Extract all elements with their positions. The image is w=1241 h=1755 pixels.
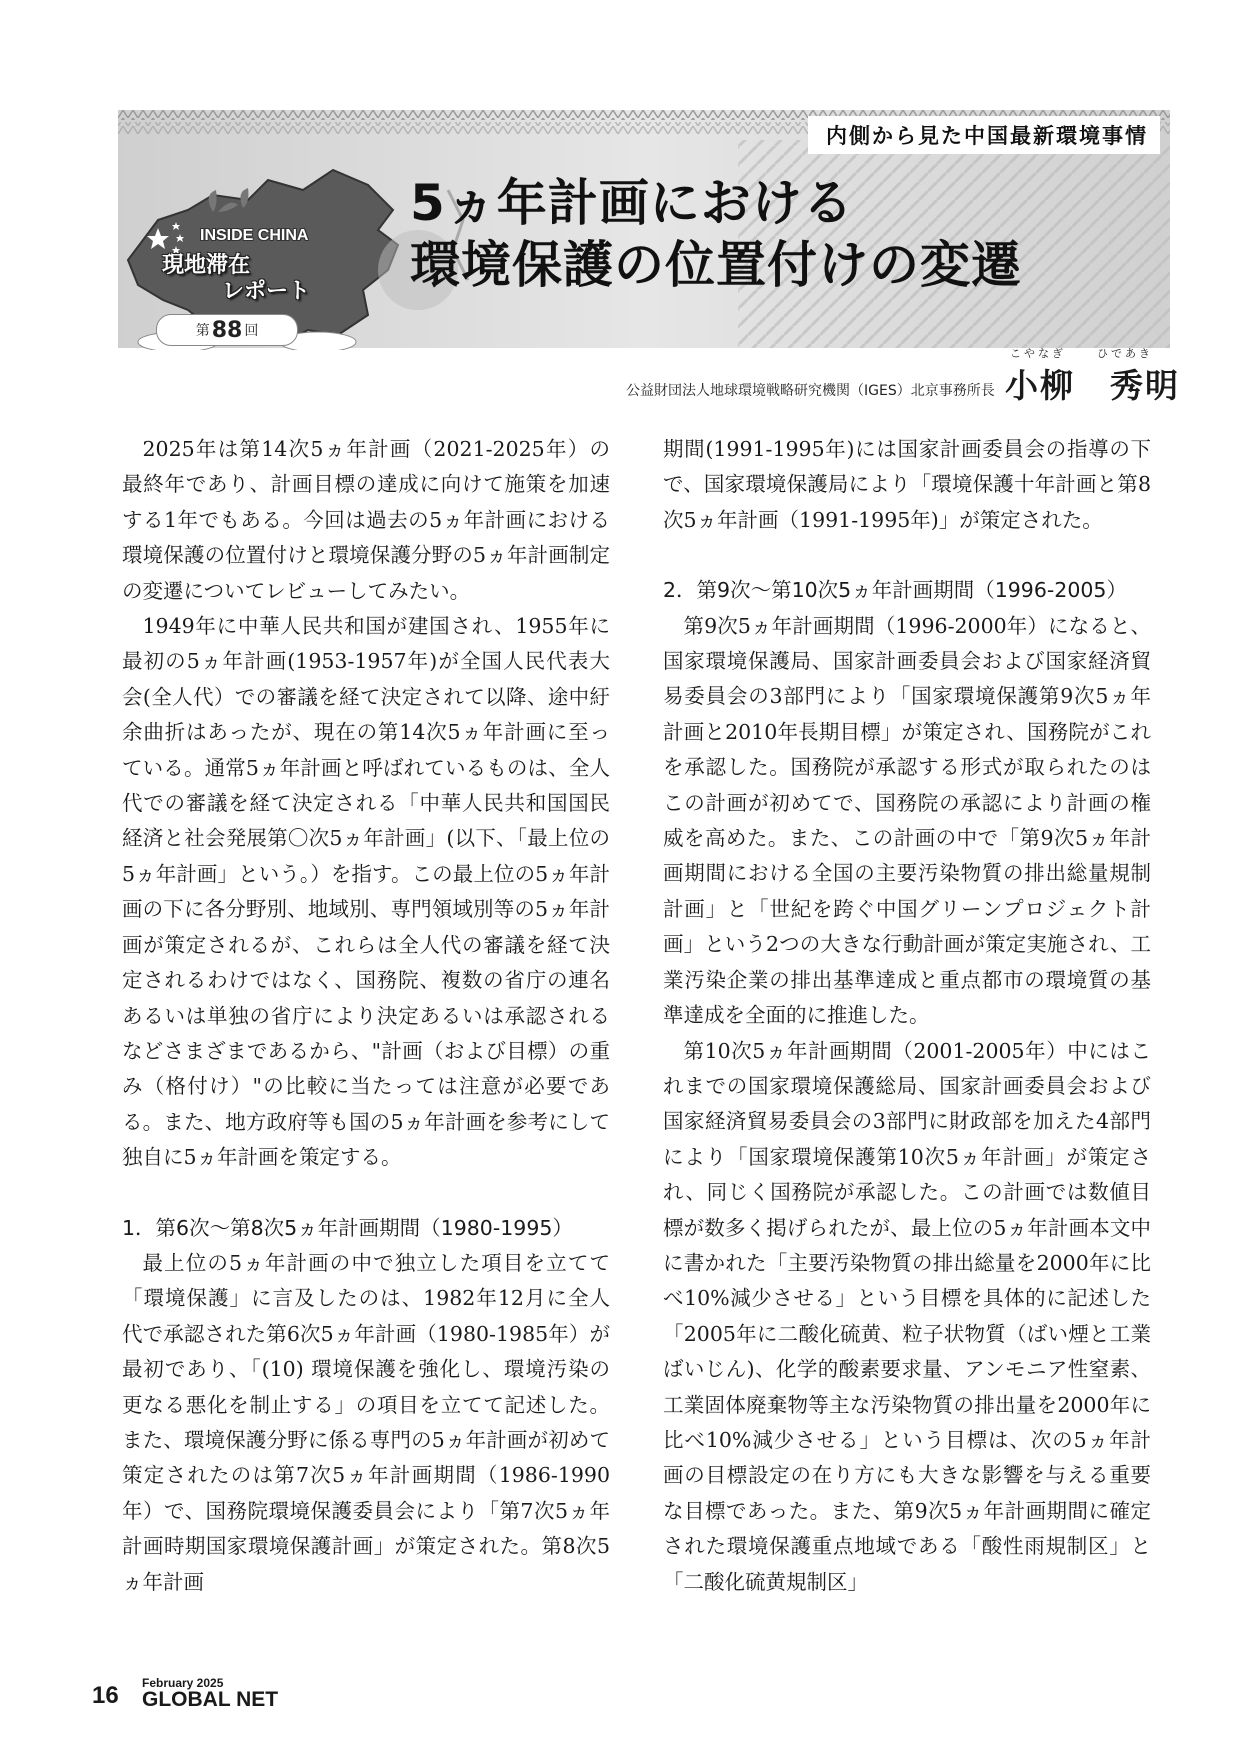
article-title-line1: 5ヵ年計画における	[410, 174, 854, 232]
body-column-left	[122, 432, 610, 1600]
author-affiliation: 公益財団法人地球環境戦略研究機関（IGES）北京事務所長	[626, 383, 995, 399]
paragraph: 最上位の5ヵ年計画の中で独立した項目を立てて「環境保護」に言及したのは、1982年12月に全人代で承認された第6次5ヵ年計画（1980-1985年）が最初であり、「(10) 環境保護を強化し、環境汚染の更なる悪化を制止する」の項目を立てて記述した。また、環境保護分野に係る専門の5ヵ年計画が初めて策定されたのは第7次5ヵ年計画期間（1986-1990年）で、国務院環境保護委員会により「第7次5ヵ年計画時期国家環境保護計画」が策定された。第8次5ヵ年計画	[122, 1250, 610, 1594]
report-badge-line1: 現地滞在	[162, 253, 251, 278]
inside-china-label: INSIDE CHINA	[200, 227, 309, 244]
body-column-right	[663, 432, 1151, 1600]
paragraph: 2025年は第14次5ヵ年計画（2021-2025年）の最終年であり、計画目標の達成に向けて施策を加速する1年でもある。今回は過去の5ヵ年計画における環境保護の位置付けと環境保護分野の5ヵ年計画制定の変遷についてレビューしてみたい。	[122, 437, 610, 603]
author-name: 小柳 秀明	[1005, 366, 1180, 405]
header-banner	[118, 110, 1170, 348]
report-badge-line2: レポート	[222, 279, 311, 304]
author-ruby-surname: こやなぎ	[1010, 347, 1066, 360]
issue-suffix: 回	[244, 323, 259, 339]
article-title	[410, 172, 1022, 296]
issue-number-badge	[156, 314, 298, 346]
issue-number: 88	[211, 317, 243, 343]
paragraph: 1949年に中華人民共和国が建国され、1955年に最初の5ヵ年計画(1953-1957年)が全国人民代表大会(全人代）での審議を経て決定されて以降、途中紆余曲折はあったが、現在の第14次5ヵ年計画に至っている。通常5ヵ年計画と呼ばれているものは、全人代での審議を経て決定される「中華人民共和国国民経済と社会発展第〇次5ヵ年計画」(以下、「最上位の5ヵ年計画」という。）を指す。この最上位の5ヵ年計画の下に各分野別、地域別、専門領域別等の5ヵ年計画が策定されるが、これらは全人代の審議を経て決定されるわけではなく、国務院、複数の省庁の連名あるいは単独の省庁により決定あるいは承認されるなどさまざまであるから、"計画（および目標）の重み（格付け）"の比較に当たっては注意が必要である。また、地方政府等も国の5ヵ年計画を参考にして独自に5ヵ年計画を策定する。	[122, 614, 611, 1170]
section-heading-2: 2．第9次～第10次5ヵ年計画期間（1996-2005）	[663, 578, 1127, 603]
page-number: 16	[92, 1682, 119, 1709]
issue-date: February 2025	[142, 1676, 224, 1690]
author-ruby-given: ひであき	[1097, 347, 1153, 360]
paragraph: 第9次5ヵ年計画期間（1996-2000年）になると、国家環境保護局、国家計画委員会および国家経済貿易委員会の3部門により「国家環境保護第9次5ヵ年計画と2010年長期目標」が策定され、国務院がこれを承認した。国務院が承認する形式が取られたのはこの計画が初めてで、国務院の承認により計画の権威を高めた。また、この計画の中で「第9次5ヵ年計画期間における全国の主要汚染物質の排出総量規制計画」と「世紀を跨ぐ中国グリーンプロジェクト計画」という2つの大きな行動計画が策定実施され、工業汚染企業の排出基準達成と重点都市の環境質の基準達成を全面的に推進した。	[663, 613, 1151, 1028]
section-heading-1: 1．第6次～第8次5ヵ年計画期間（1980-1995）	[122, 1215, 573, 1240]
magazine-name: GLOBAL NET	[142, 1688, 279, 1711]
article-title-line2: 環境保護の位置付けの変遷	[410, 236, 1022, 294]
issue-prefix: 第	[195, 323, 210, 339]
series-title: 内側から見た中国最新環境事情	[808, 116, 1160, 154]
paragraph: 期間(1991-1995年)には国家計画委員会の指導の下で、国家環境保護局により「環境保護十年計画と第8次5ヵ年計画（1991-1995年)」が策定された。	[663, 437, 1151, 532]
paragraph: 第10次5ヵ年計画期間（2001-2005年）中にはこれまでの国家環境保護総局、国家計画委員会および国家経済貿易委員会の3部門に財政部を加えた4部門により「国家環境保護第10次5ヵ年計画」が策定され、同じく国務院が承認した。この計画では数値目標が数多く掲げられたが、最上位の5ヵ年計画本文中に書かれた「主要汚染物質の排出総量を2000年に比べ10%減少させる」という目標を具体的に記述した「2005年に二酸化硫黄、粒子状物質（ばい煙と工業ばいじん)、化学的酸素要求量、アンモニア性窒素、工業固体廃棄物等主な汚染物質の排出量を2000年に比べ10%減少させる」という目標は、次の5ヵ年計画の目標設定の在り方にも大きな影響を与える重要な目標であった。また、第9次5ヵ年計画期間に確定された環境保護重点地域である「酸性雨規制区」と「二酸化硫黄規制区」	[663, 1038, 1151, 1594]
